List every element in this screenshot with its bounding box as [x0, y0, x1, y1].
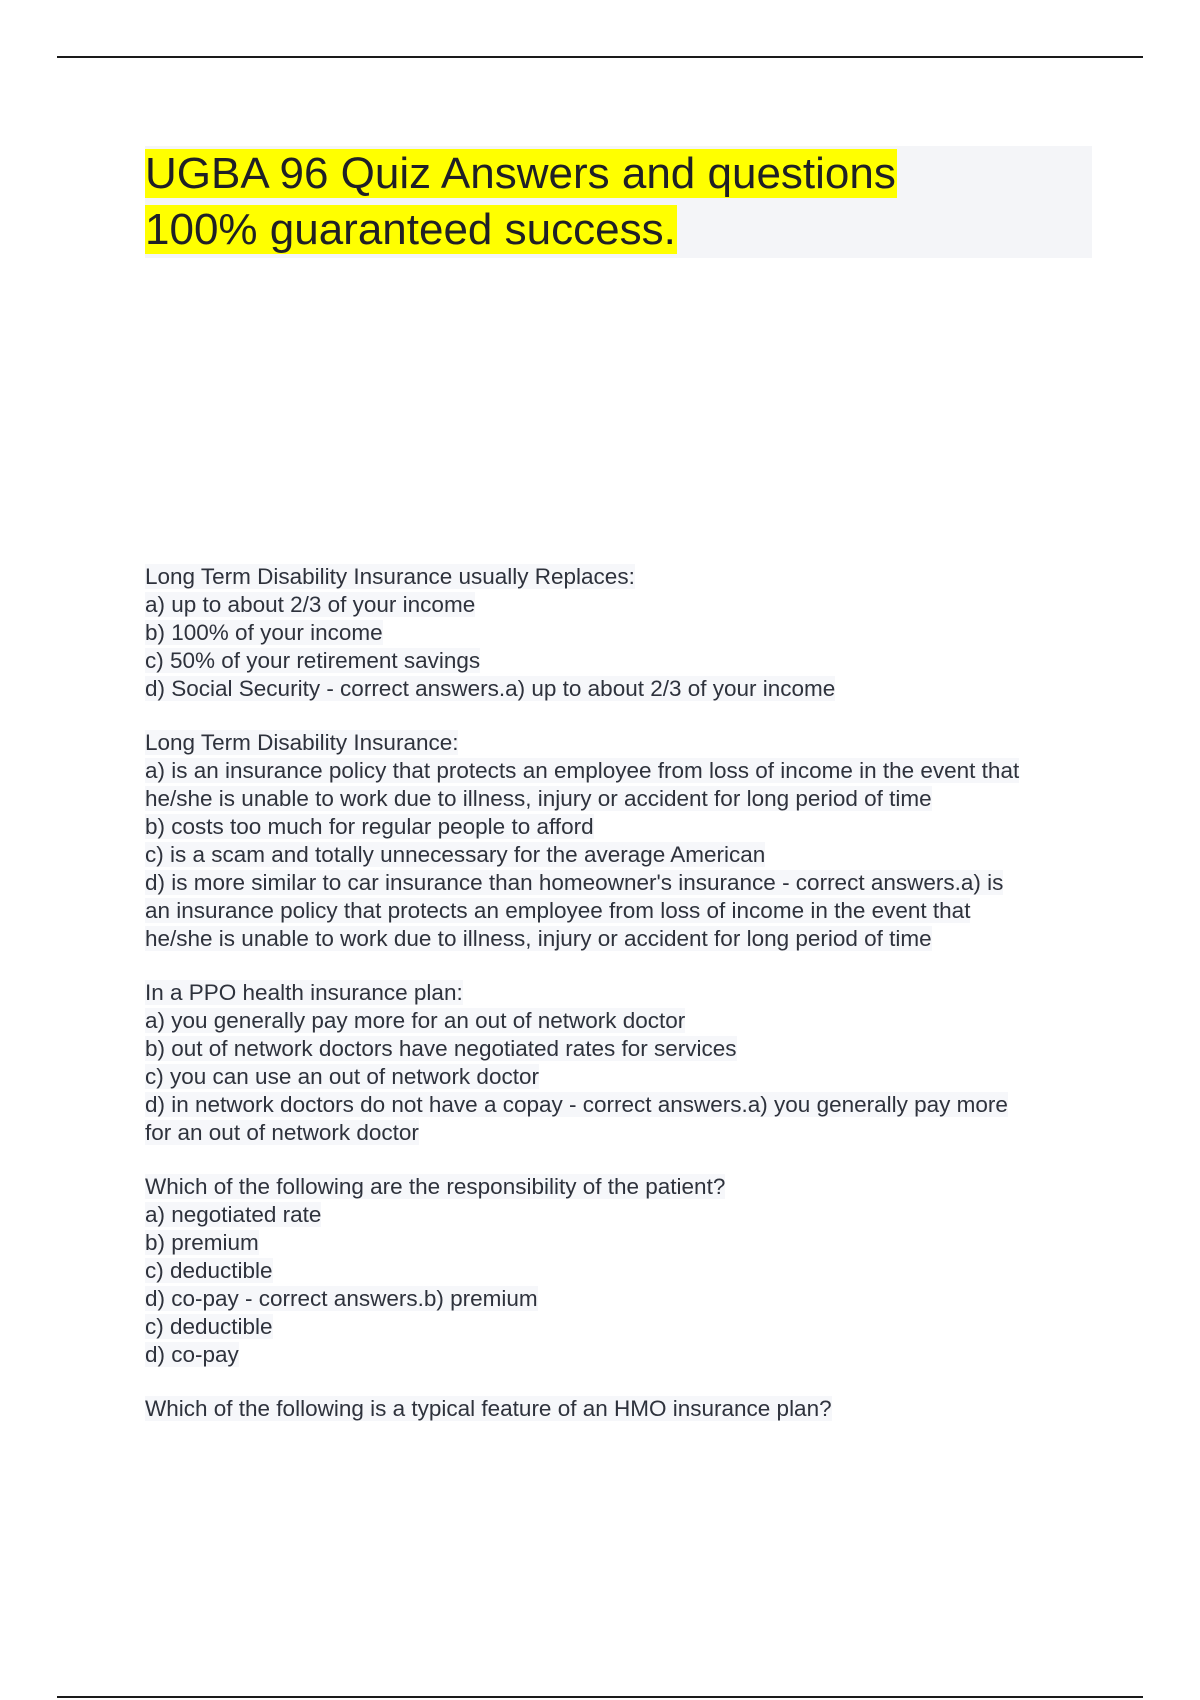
question-text: Which of the following is a typical feature of an HMO insurance plan? — [145, 1396, 832, 1421]
answer-option: d) in network doctors do not have a copay - correct answers.a) you generally pay more — [145, 1092, 1008, 1117]
answer-option: d) co-pay — [145, 1342, 239, 1367]
answer-option: d) co-pay - correct answers.b) premium — [145, 1286, 538, 1311]
question-block — [145, 563, 1095, 703]
answer-option: b) costs too much for regular people to afford — [145, 814, 594, 839]
answer-option: a) negotiated rate — [145, 1202, 322, 1227]
answer-option: an insurance policy that protects an employee from loss of income in the event that — [145, 898, 971, 923]
question-block — [145, 1173, 1095, 1369]
document-title — [145, 146, 1092, 258]
top-rule — [57, 56, 1143, 58]
answer-option: b) 100% of your income — [145, 620, 383, 645]
question-text: Which of the following are the responsibility of the patient? — [145, 1174, 726, 1199]
answer-option: d) is more similar to car insurance than homeowner's insurance - correct answers.a) is — [145, 870, 1004, 895]
answer-option: a) you generally pay more for an out of network doctor — [145, 1008, 686, 1033]
answer-option: c) 50% of your retirement savings — [145, 648, 481, 673]
bottom-rule — [57, 1696, 1143, 1698]
question-block — [145, 729, 1095, 953]
answer-option: c) deductible — [145, 1258, 273, 1283]
title-line-1: UGBA 96 Quiz Answers and questions — [145, 149, 896, 198]
answer-option: c) deductible — [145, 1314, 273, 1339]
answer-option: for an out of network doctor — [145, 1120, 419, 1145]
answer-option: he/she is unable to work due to illness, injury or accident for long period of time — [145, 926, 932, 951]
answer-option: c) is a scam and totally unnecessary for the average American — [145, 842, 766, 867]
quiz-content — [145, 563, 1095, 1449]
question-text: Long Term Disability Insurance: — [145, 730, 459, 755]
question-block — [145, 979, 1095, 1147]
question-text: Long Term Disability Insurance usually Replaces: — [145, 564, 635, 589]
answer-option: he/she is unable to work due to illness, injury or accident for long period of time — [145, 786, 932, 811]
answer-option: a) is an insurance policy that protects an employee from loss of income in the event that — [145, 758, 1020, 783]
answer-option: d) Social Security - correct answers.a) up to about 2/3 of your income — [145, 676, 836, 701]
answer-option: a) up to about 2/3 of your income — [145, 592, 476, 617]
title-line-2: 100% guaranteed success. — [145, 205, 676, 254]
answer-option: b) out of network doctors have negotiated rates for services — [145, 1036, 737, 1061]
answer-option: c) you can use an out of network doctor — [145, 1064, 539, 1089]
answer-option: b) premium — [145, 1230, 259, 1255]
question-text: In a PPO health insurance plan: — [145, 980, 463, 1005]
question-block — [145, 1395, 1095, 1423]
